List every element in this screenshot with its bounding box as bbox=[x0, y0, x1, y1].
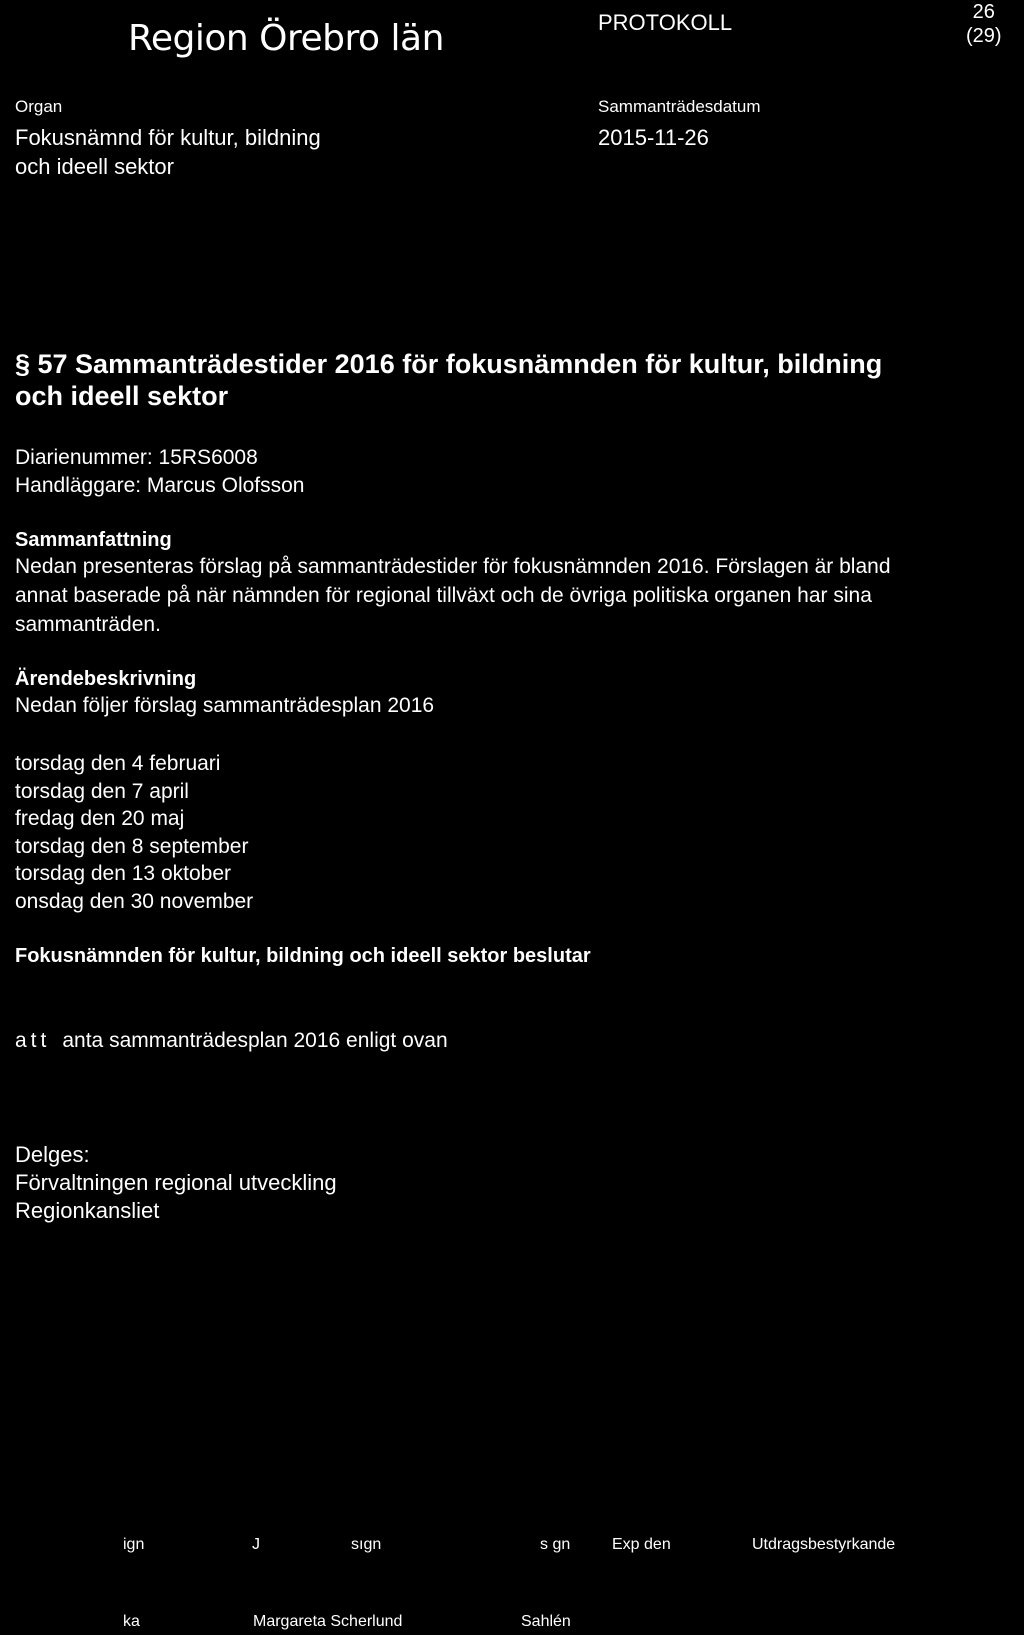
description-block bbox=[15, 668, 434, 720]
summary-heading: Sammanfattning bbox=[15, 529, 172, 551]
list-item: torsdag den 7 april bbox=[15, 779, 189, 803]
footer-sign-4: s gn bbox=[540, 1536, 571, 1553]
section-title-line-2: och ideell sektor bbox=[15, 381, 229, 411]
distribution-label: Delges: bbox=[15, 1142, 90, 1167]
footer-utdragsbestyrkande: Utdragsbestyrkande bbox=[752, 1536, 896, 1553]
diarienummer: Diarienummer: 15RS6008 bbox=[15, 446, 258, 469]
organ-line-1: Fokusnämnd för kultur, bildning bbox=[15, 125, 321, 150]
list-item: torsdag den 13 oktober bbox=[15, 862, 231, 885]
recipient: Förvaltningen regional utveckling bbox=[15, 1170, 337, 1195]
footer-sign-3: sıgn bbox=[351, 1536, 382, 1553]
distribution-block bbox=[15, 1141, 337, 1225]
footer-name-2: Margareta Scherlund bbox=[253, 1613, 403, 1630]
recipient: Regionkansliet bbox=[15, 1198, 160, 1223]
organ-value bbox=[15, 123, 321, 181]
summary-line-1: Nedan presenteras förslag på sammanträdestider för fokusnämnden 2016. Förslagen är bland bbox=[15, 555, 891, 578]
meeting-date-value: 2015-11-26 bbox=[598, 125, 709, 150]
summary-text bbox=[15, 552, 1024, 639]
section-title-line-1: § 57 Sammanträdestider 2016 för fokusnämnden för kultur, bildning bbox=[15, 349, 883, 379]
footer-exp-den: Exp den bbox=[612, 1536, 671, 1553]
handlaggare: Handläggare: Marcus Olofsson bbox=[15, 474, 305, 497]
decision-text: anta sammanträdesplan 2016 enligt ovan bbox=[62, 1029, 448, 1052]
case-metadata bbox=[15, 444, 304, 500]
list-item: torsdag den 8 september bbox=[15, 834, 249, 858]
list-item: onsdag den 30 november bbox=[15, 889, 254, 913]
description-heading: Ärendebeskrivning bbox=[15, 668, 197, 690]
organ-label: Organ bbox=[15, 97, 63, 116]
organ-line-2: och ideell sektor bbox=[15, 154, 174, 179]
document-type: PROTOKOLL bbox=[598, 10, 733, 35]
footer-name-1: ka bbox=[123, 1613, 140, 1630]
page-number-block bbox=[966, 0, 1002, 48]
meeting-date-label: Sammanträdesdatum bbox=[598, 97, 761, 116]
section-title bbox=[15, 348, 1015, 412]
decision-clause bbox=[15, 1029, 448, 1053]
footer-name-3: Sahlén bbox=[521, 1613, 571, 1630]
summary-line-3: sammanträden. bbox=[15, 613, 161, 636]
description-intro: Nedan följer förslag sammanträdesplan 2016 bbox=[15, 694, 435, 717]
att-word: att bbox=[15, 1029, 51, 1052]
footer-sign-2: J bbox=[252, 1536, 260, 1553]
summary-block bbox=[15, 529, 1024, 639]
region-orebro-logo: Region Örebro län bbox=[128, 18, 444, 59]
page-total: (29) bbox=[966, 25, 1002, 47]
list-item: fredag den 20 maj bbox=[15, 807, 185, 830]
decision-heading: Fokusnämnden för kultur, bildning och ideell sektor beslutar bbox=[15, 945, 591, 967]
summary-line-2: annat baserade på när nämnden för regional tillväxt och de övriga politiska organen har sina bbox=[15, 584, 872, 607]
list-item: torsdag den 4 februari bbox=[15, 752, 221, 775]
page-number: 26 bbox=[972, 1, 995, 23]
footer-sign-1: ign bbox=[123, 1536, 145, 1553]
meeting-dates-list bbox=[15, 750, 253, 915]
